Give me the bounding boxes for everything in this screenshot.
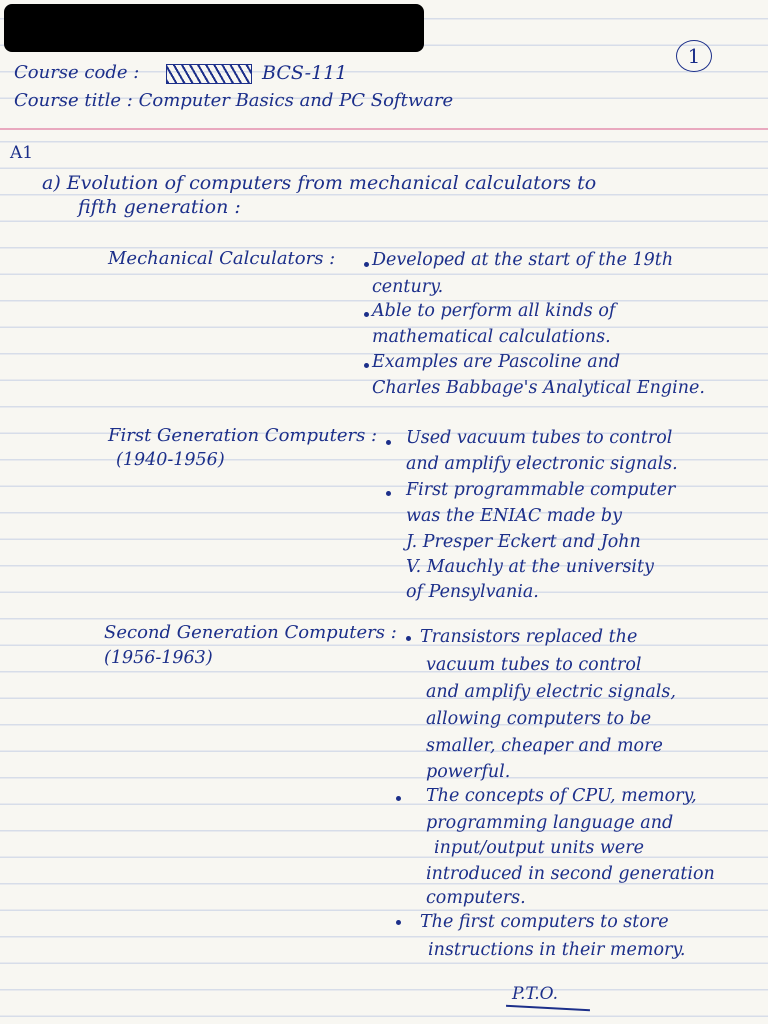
section-line: computers. xyxy=(426,888,526,908)
redaction-bar xyxy=(4,4,424,52)
scribbled-out-text xyxy=(166,64,252,84)
course-code: BCS-111 xyxy=(262,62,348,84)
section-line: of Pensylvania. xyxy=(406,582,539,602)
section-line: vacuum tubes to control xyxy=(426,655,642,675)
section-line: instructions in their memory. xyxy=(428,940,686,960)
section-heading-second-generation: Second Generation Computers : xyxy=(104,622,397,643)
bullet-dot xyxy=(396,920,401,925)
part-a-heading-line2: fifth generation : xyxy=(78,196,241,218)
section-line: J. Presper Eckert and John xyxy=(406,532,641,552)
bullet-dot xyxy=(364,262,369,267)
section-heading-first-generation: First Generation Computers : xyxy=(108,425,378,446)
section-line: and amplify electronic signals. xyxy=(406,454,678,474)
section-line: Used vacuum tubes to control xyxy=(406,428,673,448)
section-line: smaller, cheaper and more xyxy=(426,736,663,756)
section-line: Charles Babbage's Analytical Engine. xyxy=(372,378,705,398)
bullet-dot xyxy=(364,312,369,317)
section-line: input/output units were xyxy=(434,838,644,858)
page-number: 1 xyxy=(676,40,712,72)
section-line: introduced in second generation xyxy=(426,864,715,884)
section-line: century. xyxy=(372,277,444,297)
course-code-label: Course code : xyxy=(14,62,140,83)
section-line: Examples are Pascoline and xyxy=(372,352,621,372)
section-line: V. Mauchly at the university xyxy=(406,557,654,577)
section-line: was the ENIAC made by xyxy=(406,506,623,526)
section-heading-mechanical: Mechanical Calculators : xyxy=(108,248,336,269)
section-line: The first computers to store xyxy=(420,912,669,932)
section-years: (1940-1956) xyxy=(116,450,225,470)
section-line: mathematical calculations. xyxy=(372,327,611,347)
margin-rule xyxy=(0,128,768,130)
answer-number: A1 xyxy=(10,143,34,163)
section-line: Developed at the start of the 19th xyxy=(372,250,674,270)
section-line: programming language and xyxy=(426,813,674,833)
section-years: (1956-1963) xyxy=(104,648,213,668)
bullet-dot xyxy=(396,796,401,801)
course-title-line xyxy=(14,90,453,111)
bullet-dot xyxy=(386,491,391,496)
part-a-heading-line1: a) Evolution of computers from mechanical calculators to xyxy=(42,172,597,194)
section-line: allowing computers to be xyxy=(426,709,652,729)
bullet-dot xyxy=(406,636,411,641)
course-title: Computer Basics and PC Software xyxy=(138,90,454,111)
section-line: powerful. xyxy=(426,762,511,782)
section-line: The concepts of CPU, memory, xyxy=(426,786,697,806)
section-line: First programmable computer xyxy=(406,480,676,500)
section-line: and amplify electric signals, xyxy=(426,682,676,702)
section-line: Able to perform all kinds of xyxy=(372,301,616,321)
bullet-dot xyxy=(386,440,391,445)
please-turn-over: P.T.O. xyxy=(512,984,558,1004)
course-title-label: Course title : xyxy=(14,90,133,111)
section-line: Transistors replaced the xyxy=(420,627,638,647)
bullet-dot xyxy=(364,363,369,368)
